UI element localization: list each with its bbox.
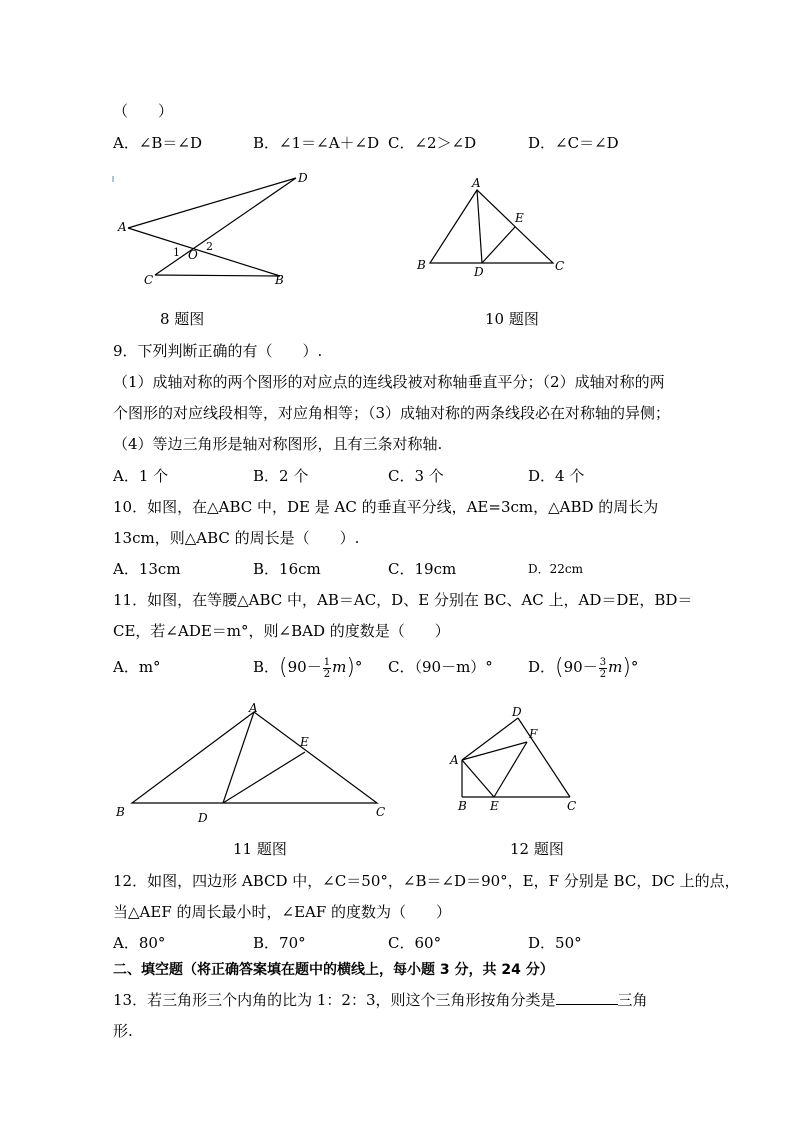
fig12-label-a: A [450,753,459,767]
fig8-label-2: 2 [206,240,213,253]
fig8-label-b: B [275,273,284,287]
fig10-label-d: D [474,265,484,279]
fig10-caption: 10 题图 [485,310,539,328]
fig10-label-a: A [472,176,481,190]
q11-option-d: D．(90－ $\frac{3}{2}$ m)° [528,655,639,680]
fig11-label-d: D [198,811,208,825]
q9-line-2: 个图形的对应线段相等，对应角相等；（3）成轴对称的两条线段必在对称轴的异侧； [113,404,671,422]
q10-line-1: 10．如图，在△ABC 中，DE 是 AC 的垂直平分线，AE=3cm，△ABD 的周长为 [113,498,659,516]
q13-line-1: 13．若三角形三个内角的比为 1：2：3，则这个三角形按角分类是 三角 [113,991,648,1009]
q12-option-b: B．70° [253,934,306,952]
q10-option-b: B．16cm [253,560,321,578]
q9-line-3: （4）等边三角形是轴对称图形，且有三条对称轴. [113,435,443,453]
fig8-label-d: D [298,171,308,185]
fig12-label-c: C [567,799,577,813]
fig12-label-f: F [529,727,538,741]
q8-option-c: C．∠2＞∠D [388,134,477,152]
fig8-label-1: 1 [173,246,180,259]
figure-11 [112,700,392,825]
fig12-label-e: E [490,799,499,813]
q11-option-a: A．m° [113,658,161,676]
fig11-label-a: A [249,701,258,715]
fig12-caption: 12 题图 [510,840,564,858]
fig8-label-a: A [118,220,127,234]
q8-option-d: D．∠C＝∠D [528,134,619,152]
fig11-caption: 11 题图 [233,840,287,858]
q9-option-a: A．1 个 [113,467,169,485]
q10-option-a: A．13cm [113,560,181,578]
figure-8 [110,168,310,293]
q9-option-b: B．2 个 [253,467,309,485]
fig11-label-c: C [376,805,386,819]
q8-option-b: B．∠1＝∠A＋∠D [253,134,380,152]
q11-line-1: 11．如图，在等腰△ABC 中，AB＝AC，D、E 分别在 BC、AC 上，AD＝DE，BD＝ [113,591,693,609]
q9-stem: 9．下列判断正确的有（ ）. [113,342,323,360]
q12-line-2: 当△AEF 的周长最小时，∠EAF 的度数为（ ） [113,903,452,921]
fig10-label-b: B [417,258,426,272]
q9-option-c: C．3 个 [388,467,444,485]
q10-line-2: 13cm，则△ABC 的周长是（ ）. [113,529,360,547]
q8-answer-bracket: （ ） [113,102,174,120]
q12-line-1: 12．如图，四边形 ABCD 中，∠C＝50°，∠B＝∠D＝90°，E，F 分别是 BC，DC 上的点， [113,872,740,890]
q9-option-d: D．4 个 [528,467,585,485]
fig12-label-d: D [512,705,522,719]
fig10-label-e: E [515,211,524,225]
fig12-label-b: B [458,799,467,813]
figure-12 [445,700,590,820]
q11-option-c: C．（90－m）° [388,658,493,676]
q11-option-b: B．(90－ $\frac{1}{2}$ m)° [253,655,363,680]
figure-10 [415,175,575,280]
q9-line-1: （1）成轴对称的两个图形的对应点的连线段被对称轴垂直平分；（2）成轴对称的两 [113,373,665,391]
q10-option-c: C．19cm [388,560,457,578]
q12-option-d: D．50° [528,934,582,952]
fig11-label-e: E [300,735,309,749]
q11-line-2: CE，若∠ADE＝m°，则∠BAD 的度数是（ ） [113,622,450,640]
q8-option-a: A．∠B＝∠D [113,134,203,152]
section-2-heading: 二、填空题（将正确答案填在题中的横线上，每小题 3 分，共 24 分） [113,962,554,978]
fig8-label-o: O [188,248,198,262]
q10-option-d: D．22cm [528,562,583,576]
q12-option-a: A．80° [113,934,166,952]
q12-option-c: C．60° [388,934,442,952]
fig11-label-b: B [116,805,125,819]
q13-answer-blank[interactable] [556,990,618,1005]
fig8-label-c: C [144,273,154,287]
q13-line-2: 形. [113,1022,133,1040]
fig10-label-c: C [555,259,565,273]
fig8-caption: 8 题图 [160,310,205,328]
